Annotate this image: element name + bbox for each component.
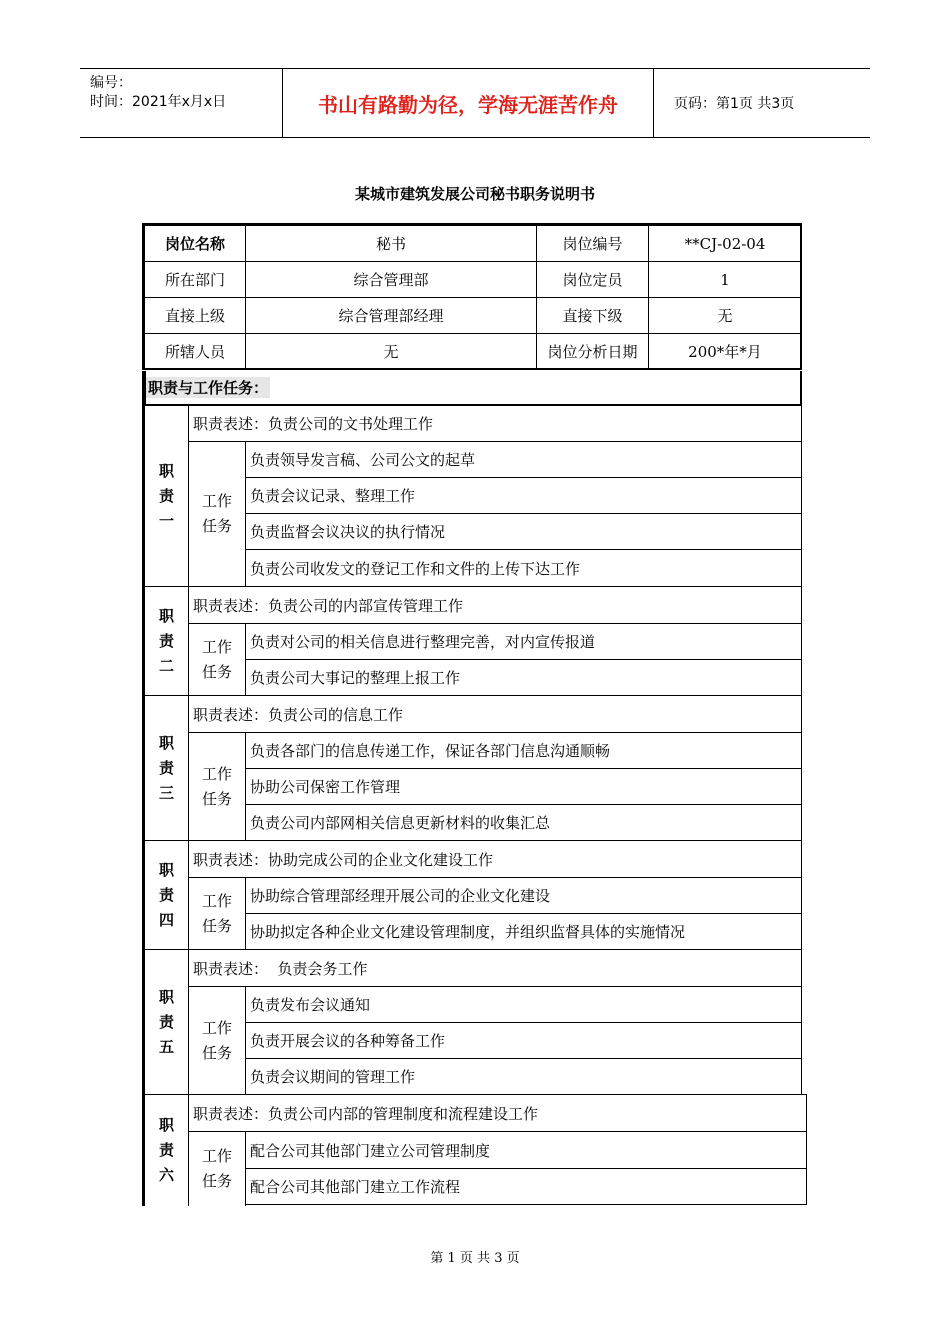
task-label (188, 1131, 246, 1206)
duty-label-char: 责 (158, 486, 174, 505)
task-item: 负责公司收发文的登记工作和文件的上传下达工作 (245, 549, 802, 587)
position-code-label: 岗位编号 (536, 225, 649, 262)
duty-label-char: 五 (158, 1037, 174, 1056)
task-item: 负责公司大事记的整理上报工作 (245, 659, 802, 696)
task-item: 配合公司其他部门建立公司管理制度 (245, 1131, 807, 1169)
duty-label (144, 840, 189, 950)
task-item: 协助拟定各种企业文化建设管理制度，并组织监督具体的实施情况 (245, 913, 802, 950)
managed-value: 无 (245, 333, 537, 370)
duty-statement: 职责表述：协助完成公司的企业文化建设工作 (188, 840, 802, 878)
duty-label-char: 责 (158, 1012, 174, 1031)
section-heading-text: 职责与工作任务： (148, 379, 269, 397)
managed-label: 所辖人员 (144, 333, 246, 370)
task-item: 负责开展会议的各种筹备工作 (245, 1022, 802, 1059)
task-label-line: 任务 (201, 1043, 232, 1062)
task-label-line: 工作 (201, 492, 232, 510)
page-footer: 第 1 页 共 3 页 (430, 1251, 520, 1266)
task-label-line: 工作 (201, 891, 232, 910)
task-label-line: 工作 (201, 764, 232, 783)
duty-label-char: 六 (158, 1166, 174, 1184)
duty-statement: 职责表述：负责公司的内部宣传管理工作 (188, 586, 802, 624)
supervisor-label: 直接上级 (144, 297, 246, 334)
supervisor-value: 综合管理部经理 (245, 297, 537, 334)
task-label-line: 工作 (201, 637, 232, 656)
page-header (80, 68, 870, 138)
subordinate-value: 无 (648, 297, 802, 334)
header-meta (80, 69, 283, 137)
task-item: 负责监督会议决议的执行情况 (245, 513, 802, 550)
duty-label-char: 四 (158, 910, 174, 929)
task-label (188, 986, 246, 1095)
duty-label-char: 责 (158, 1141, 174, 1159)
table-left-border (142, 371, 144, 1206)
task-label-line: 任务 (201, 1172, 232, 1190)
duty-label (144, 586, 189, 696)
department-label: 所在部门 (144, 261, 246, 298)
department-value: 综合管理部 (245, 261, 537, 298)
task-label-line: 工作 (201, 1018, 232, 1037)
position-name-value: 秘书 (245, 225, 537, 262)
position-code-value: **CJ-02-04 (648, 225, 802, 262)
number-label: 编号： (90, 75, 132, 91)
task-item: 协助综合管理部经理开展公司的企业文化建设 (245, 877, 802, 914)
task-label-line: 任务 (201, 662, 232, 681)
duty-label-char: 职 (158, 461, 174, 480)
task-label-line: 任务 (201, 916, 232, 935)
task-item: 负责领导发言稿、公司公文的起草 (245, 441, 802, 478)
task-label (188, 732, 246, 841)
task-item: 负责会议期间的管理工作 (245, 1058, 802, 1095)
duty-label-char: 职 (158, 860, 174, 879)
duty-label-char: 二 (158, 656, 174, 675)
duty-label-char: 责 (158, 631, 174, 650)
duty-label-char: 职 (158, 987, 174, 1006)
page-info (664, 69, 870, 137)
task-item: 负责对公司的相关信息进行整理完善，对内宣传报道 (245, 623, 802, 660)
duty-label-char: 职 (158, 606, 174, 625)
position-name-label: 岗位名称 (144, 225, 246, 262)
duty-label (144, 1094, 189, 1206)
task-label (188, 877, 246, 950)
duty-label-char: 职 (158, 1116, 174, 1134)
task-item: 负责会议记录、整理工作 (245, 477, 802, 514)
document-title: 某城市建筑发展公司秘书职务说明书 (354, 185, 595, 203)
duty-statement: 职责表述：负责公司的文书处理工作 (188, 405, 802, 442)
task-label (188, 623, 246, 696)
duty-statement: 职责表述：负责公司的信息工作 (188, 695, 802, 733)
duty-statement: 职责表述：负责公司内部的管理制度和流程建设工作 (188, 1094, 807, 1132)
headcount-label: 岗位定员 (536, 261, 649, 298)
time-label: 时间：2021年x月x日 (90, 94, 227, 110)
task-label-line: 任务 (201, 789, 232, 808)
task-label-line: 工作 (201, 1147, 232, 1165)
task-item: 负责发布会议通知 (245, 986, 802, 1023)
duty-label-char: 三 (158, 783, 174, 802)
duty-statement: 职责表述： 负责会务工作 (188, 949, 802, 987)
task-item: 协助公司保密工作管理 (245, 768, 802, 805)
task-label (188, 441, 246, 587)
motto: 书山有路勤为径，学海无涯苦作舟 (283, 69, 654, 137)
section-heading (144, 371, 802, 405)
duty-label-char: 职 (158, 733, 174, 752)
task-item: 负责各部门的信息传递工作，保证各部门信息沟通顺畅 (245, 732, 802, 769)
duty-label-char: 一 (158, 511, 174, 530)
analysis-date-value: 200*年*月 (648, 333, 802, 370)
duty-label (144, 949, 189, 1095)
duty-label (144, 405, 189, 587)
analysis-date-label: 岗位分析日期 (536, 333, 649, 370)
duty-label (144, 695, 189, 841)
task-label-line: 任务 (201, 517, 232, 535)
headcount-value: 1 (648, 261, 802, 298)
page-info-text: 页码：第1页 共3页 (674, 96, 795, 112)
duty-label-char: 责 (158, 758, 174, 777)
duty-label-char: 责 (158, 885, 174, 904)
task-item: 负责公司内部网相关信息更新材料的收集汇总 (245, 804, 802, 841)
subordinate-label: 直接下级 (536, 297, 649, 334)
task-item: 配合公司其他部门建立工作流程 (245, 1168, 807, 1205)
